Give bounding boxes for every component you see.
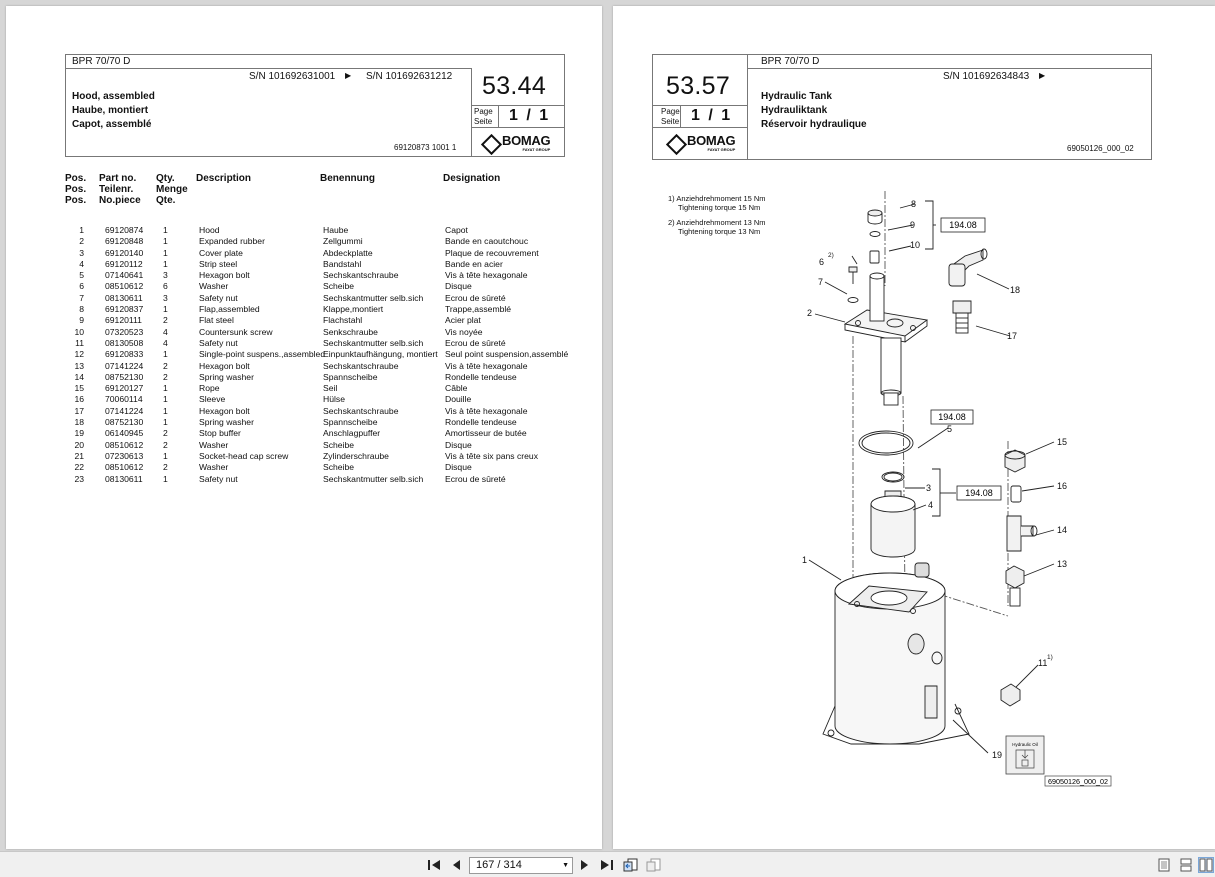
qty-cell: 1 (163, 417, 168, 428)
designation-cell: Bande en acier (445, 258, 503, 269)
page-number-text: 167 / 314 (476, 859, 522, 871)
col-head-part: Part no. Teilenr. No.piece (99, 173, 141, 206)
qty-cell: 3 (163, 292, 168, 303)
pos-cell: 15 (74, 383, 84, 394)
designation-cell: Rondelle tendeuse (445, 371, 517, 382)
left-document-page (6, 6, 602, 849)
designation-cell: Vis noyée (445, 326, 483, 337)
benennung-cell: Spannscheibe (323, 371, 378, 382)
benennung-cell: Klappe,montiert (323, 304, 384, 315)
pos-cell: 8 (79, 304, 84, 315)
qty-cell: 3 (163, 270, 168, 281)
description-cell: Socket-head cap screw (199, 450, 289, 461)
left-header-block (65, 54, 565, 157)
description-cell: Stop buffer (199, 428, 241, 439)
page-label-en: Page (474, 107, 493, 116)
designation-cell: Ecrou de sûreté (445, 292, 506, 303)
description-cell: Hexagon bolt (199, 360, 250, 371)
hydraulic-tank-exploded-diagram (613, 166, 1215, 806)
description-cell: Washer (199, 462, 229, 473)
designation-cell: Bande en caoutchouc (445, 236, 529, 247)
pos-cell: 11 (75, 337, 84, 348)
page-label (474, 107, 493, 127)
svg-text:69050126_000_02: 69050126_000_02 (1048, 777, 1108, 786)
right-document-page (613, 6, 1215, 849)
part-no-cell: 70060114 (105, 394, 143, 405)
right-header-block (652, 54, 1152, 160)
callout-5: 5 (947, 424, 953, 434)
qty-cell: 1 (163, 383, 168, 394)
qty-cell: 1 (163, 258, 168, 269)
part-no-cell: 08752130 (105, 417, 144, 428)
designation-cell: Câble (445, 383, 468, 394)
bomag-diamond-icon (667, 135, 683, 151)
viewer-toolbar (0, 851, 1215, 877)
continuous-icon[interactable] (1178, 857, 1194, 873)
callout-16: 16 (1057, 481, 1068, 491)
benennung-cell: Flachstahl (323, 315, 363, 326)
callout-18: 18 (1010, 285, 1021, 295)
pos-cell: 17 (74, 405, 84, 416)
part-no-cell: 69120111 (105, 315, 142, 326)
title-fr: Capot, assemblé (72, 119, 152, 130)
svg-text:194.08: 194.08 (938, 412, 966, 422)
torque-note-2: 2) Anziehdrehmoment 13 Nm Tightening torque 13 Nm (668, 218, 766, 236)
designation-cell: Ecrou de sûreté (445, 473, 506, 484)
prev-page-icon[interactable] (448, 857, 464, 873)
qty-cell: 2 (163, 428, 168, 439)
callout-19: 19 (992, 750, 1003, 760)
callout-11-superscript: 1) (1047, 654, 1053, 661)
col-head-qty: Qty. Menge Qte. (156, 173, 188, 206)
designation-cell: Capot (445, 225, 468, 235)
go-forward-icon[interactable] (646, 857, 662, 873)
benennung-cell: Sechskantmutter selb.sich (323, 292, 424, 303)
benennung-cell: Hülse (323, 394, 345, 405)
logo-sub: FAYAT GROUP (522, 147, 551, 152)
qty-cell: 2 (163, 439, 168, 450)
page-label-de: Seite (661, 117, 680, 126)
callout-7: 7 (818, 277, 824, 287)
group-number: 53.44 (482, 72, 547, 100)
pos-cell: 21 (74, 450, 84, 461)
qty-cell: 2 (163, 462, 168, 473)
qty-cell: 2 (163, 371, 168, 382)
callout-2: 2 (807, 308, 813, 318)
pos-cell: 2 (79, 236, 84, 247)
part-no-cell: 08130611 (105, 473, 143, 484)
pos-cell: 10 (74, 326, 84, 337)
callout-6-superscript: 2) (828, 252, 834, 259)
facing-pages-icon[interactable] (1198, 857, 1214, 873)
qty-cell: 1 (163, 304, 168, 315)
title-de: Haube, montiert (72, 105, 149, 116)
title-en: Hydraulic Tank (761, 91, 832, 102)
description-cell: Washer (199, 281, 229, 292)
qty-cell: 1 (163, 236, 168, 247)
page-label (661, 107, 680, 127)
description-cell: Countersunk screw (199, 326, 273, 337)
ref-194-08-filter (957, 486, 1001, 500)
part-no-cell: 69120833 (105, 349, 144, 360)
part-no-cell: 07141224 (105, 405, 144, 416)
callout-6: 6 (819, 257, 825, 267)
benennung-cell: Sechskantmutter selb.sich (323, 337, 424, 348)
part-4-filter-element (871, 491, 915, 557)
part-no-cell: 08130508 (105, 337, 144, 348)
last-page-icon[interactable] (599, 857, 615, 873)
pos-cell: 16 (74, 394, 84, 405)
description-cell: Safety nut (199, 337, 238, 348)
callout-13: 13 (1057, 559, 1068, 569)
page-number-select[interactable] (469, 857, 573, 874)
designation-cell: Vis à tête hexagonale (445, 405, 528, 416)
description-cell: Safety nut (199, 292, 238, 303)
designation-cell: Plaque de recouvrement (445, 247, 539, 258)
pos-cell: 6 (79, 281, 84, 292)
part-2-filler-flange (845, 273, 927, 405)
part-no-cell: 07320523 (105, 326, 144, 337)
description-cell: Rope (199, 383, 220, 394)
benennung-cell: Einpunktaufhängung, montiert (323, 349, 438, 360)
part-no-cell: 69120848 (105, 236, 144, 247)
description-cell: Safety nut (199, 473, 238, 484)
qty-cell: 1 (163, 405, 168, 416)
first-page-icon[interactable] (426, 857, 442, 873)
part-no-cell: 08510612 (105, 281, 144, 292)
torque-note-1: 1) Anziehdrehmoment 15 Nm Tightening torque 15 Nm (668, 194, 766, 212)
pos-cell: 14 (74, 371, 84, 382)
part-no-cell: 08130611 (105, 292, 143, 303)
description-cell: Single-point suspens.,assembled (199, 349, 326, 360)
svg-text:Hydraulic Oil: Hydraulic Oil (1012, 742, 1038, 747)
description-cell: Spring washer (199, 371, 254, 382)
benennung-cell: Zellgummi (323, 236, 363, 247)
benennung-cell: Haube (323, 225, 349, 235)
benennung-cell: Sechskantschraube (323, 360, 399, 371)
qty-cell: 1 (163, 450, 168, 461)
serial-to: S/N 101692631212 (366, 71, 453, 82)
designation-cell: Vis à tête six pans creux (445, 450, 538, 461)
qty-cell: 6 (163, 281, 168, 292)
designation-cell: Trappe,assemblé (445, 304, 512, 315)
benennung-cell: Spannscheibe (323, 417, 378, 428)
benennung-cell: Anschlagpuffer (323, 428, 381, 439)
col-head-designation: Designation (443, 173, 501, 184)
benennung-cell: Seil (323, 383, 338, 394)
part-no-cell: 69120127 (105, 383, 144, 394)
description-cell: Hexagon bolt (199, 270, 250, 281)
designation-cell: Douille (445, 394, 472, 405)
group-number: 53.57 (666, 72, 731, 100)
pos-cell: 18 (74, 417, 84, 428)
description-cell: Washer (199, 439, 229, 450)
description-cell: Cover plate (199, 247, 243, 258)
callout-8: 8 (911, 199, 917, 209)
title-de: Hydrauliktank (761, 105, 828, 116)
col-head-benennung: Benennung (320, 173, 375, 184)
ref-194-08-top (941, 218, 985, 232)
go-back-icon[interactable] (623, 857, 639, 873)
callout-17: 17 (1007, 331, 1018, 341)
designation-cell: Seul point suspension,assemblé (445, 349, 569, 360)
designation-cell: Vis à tête hexagonale (445, 270, 528, 281)
qty-cell: 1 (163, 394, 168, 405)
model-label: BPR 70/70 D (761, 56, 820, 67)
pos-cell: 1 (79, 225, 84, 235)
part-no-cell: 69120140 (105, 247, 144, 258)
description-cell: Sleeve (199, 394, 226, 405)
part-no-cell: 07230613 (105, 450, 144, 461)
benennung-cell: Scheibe (323, 281, 355, 292)
svg-text:194.08: 194.08 (965, 488, 993, 498)
benennung-cell: Bandstahl (323, 258, 362, 269)
qty-cell: 1 (163, 473, 168, 484)
qty-cell: 2 (163, 315, 168, 326)
benennung-cell: Scheibe (323, 462, 355, 473)
callout-3: 3 (926, 483, 932, 493)
bomag-logo (667, 134, 735, 152)
bomag-logo (482, 134, 550, 152)
title-en: Hood, assembled (72, 91, 155, 102)
doc-code: 69050126_000_02 (1067, 144, 1134, 153)
description-cell: Hood (199, 225, 220, 235)
pos-cell: 22 (74, 462, 84, 473)
serial-arrow-icon: ▶ (1039, 71, 1046, 80)
pos-cell: 12 (74, 349, 84, 360)
part-8-cap (868, 210, 882, 224)
designation-cell: Disque (445, 439, 472, 450)
description-cell: Strip steel (199, 258, 238, 269)
pos-cell: 23 (74, 473, 84, 484)
designation-cell: Rondelle tendeuse (445, 417, 517, 428)
callout-15: 15 (1057, 437, 1068, 447)
callout-10: 10 (910, 240, 921, 250)
part-no-cell: 08510612 (105, 462, 144, 473)
pos-cell: 4 (79, 258, 84, 269)
part-no-cell: 69120837 (105, 304, 144, 315)
qty-cell: 2 (163, 360, 168, 371)
pos-cell: 3 (79, 247, 84, 258)
ref-194-08-mid (931, 410, 973, 424)
designation-cell: Acier plat (445, 315, 481, 326)
single-page-icon[interactable] (1156, 857, 1172, 873)
page-value: 1 / 1 (691, 107, 733, 124)
description-cell: Hexagon bolt (199, 405, 250, 416)
bomag-diamond-icon (482, 135, 498, 151)
col-head-description: Description (196, 173, 252, 184)
pos-cell: 9 (79, 315, 84, 326)
part-no-cell: 08752130 (105, 371, 144, 382)
logo-name: BOMAG (687, 133, 736, 148)
pos-cell: 7 (79, 292, 84, 303)
serial-from: S/N 101692631001 (249, 71, 336, 82)
callout-14: 14 (1057, 525, 1068, 535)
callout-4: 4 (928, 500, 934, 510)
callout-9: 9 (910, 220, 916, 230)
qty-cell: 4 (163, 337, 168, 348)
title-fr: Réservoir hydraulique (761, 119, 867, 130)
benennung-cell: Senkschraube (323, 326, 378, 337)
logo-sub: FAYAT GROUP (707, 147, 736, 152)
logo-name: BOMAG (502, 133, 551, 148)
col-head-pos: Pos. Pos. Pos. (65, 173, 87, 206)
designation-cell: Disque (445, 462, 472, 473)
description-cell: Spring washer (199, 417, 254, 428)
part-no-cell: 69120112 (105, 258, 143, 269)
svg-text:194.08: 194.08 (949, 220, 977, 230)
serial-arrow-icon: ▶ (345, 71, 352, 80)
designation-cell: Ecrou de sûreté (445, 337, 506, 348)
hydraulic-oil-label-icon (1006, 736, 1044, 774)
part-no-cell: 06140945 (105, 428, 144, 439)
serial-number: S/N 101692634843 (943, 71, 1030, 82)
designation-cell: Vis à tête hexagonale (445, 360, 528, 371)
callout-1: 1 (802, 555, 808, 565)
callout-11: 11 (1038, 658, 1048, 668)
part-no-cell: 07141224 (105, 360, 144, 371)
benennung-cell: Sechskantmutter selb.sich (323, 473, 424, 484)
page-value: 1 / 1 (509, 107, 551, 124)
chevron-down-icon[interactable]: ▼ (562, 862, 569, 869)
page-label-en: Page (661, 107, 680, 116)
pos-cell: 19 (74, 428, 84, 439)
pos-cell: 20 (74, 439, 84, 450)
part-1-tank-body (823, 563, 969, 744)
part-no-cell: 08510612 (105, 439, 144, 450)
next-page-icon[interactable] (577, 857, 593, 873)
benennung-cell: Sechskantschraube (323, 270, 399, 281)
benennung-cell: Scheibe (323, 439, 355, 450)
page-label-de: Seite (474, 117, 493, 126)
model-label: BPR 70/70 D (72, 56, 131, 67)
description-cell: Expanded rubber (199, 236, 265, 247)
part-no-cell: 07140641 (105, 270, 144, 281)
drawing-id-box (1045, 776, 1111, 786)
pos-cell: 5 (79, 270, 84, 281)
qty-cell: 4 (163, 326, 168, 337)
benennung-cell: Sechskantschraube (323, 405, 399, 416)
description-cell: Flat steel (199, 315, 234, 326)
benennung-cell: Zylinderschraube (323, 450, 389, 461)
designation-cell: Amortisseur de butée (445, 428, 527, 439)
qty-cell: 1 (163, 349, 168, 360)
doc-code: 69120873 1001 1 (394, 143, 457, 152)
pos-cell: 13 (74, 360, 84, 371)
part-no-cell: 69120874 (105, 225, 144, 235)
description-cell: Flap,assembled (199, 304, 260, 315)
benennung-cell: Abdeckplatte (323, 247, 373, 258)
designation-cell: Disque (445, 281, 472, 292)
qty-cell: 1 (163, 225, 168, 235)
qty-cell: 1 (163, 247, 168, 258)
